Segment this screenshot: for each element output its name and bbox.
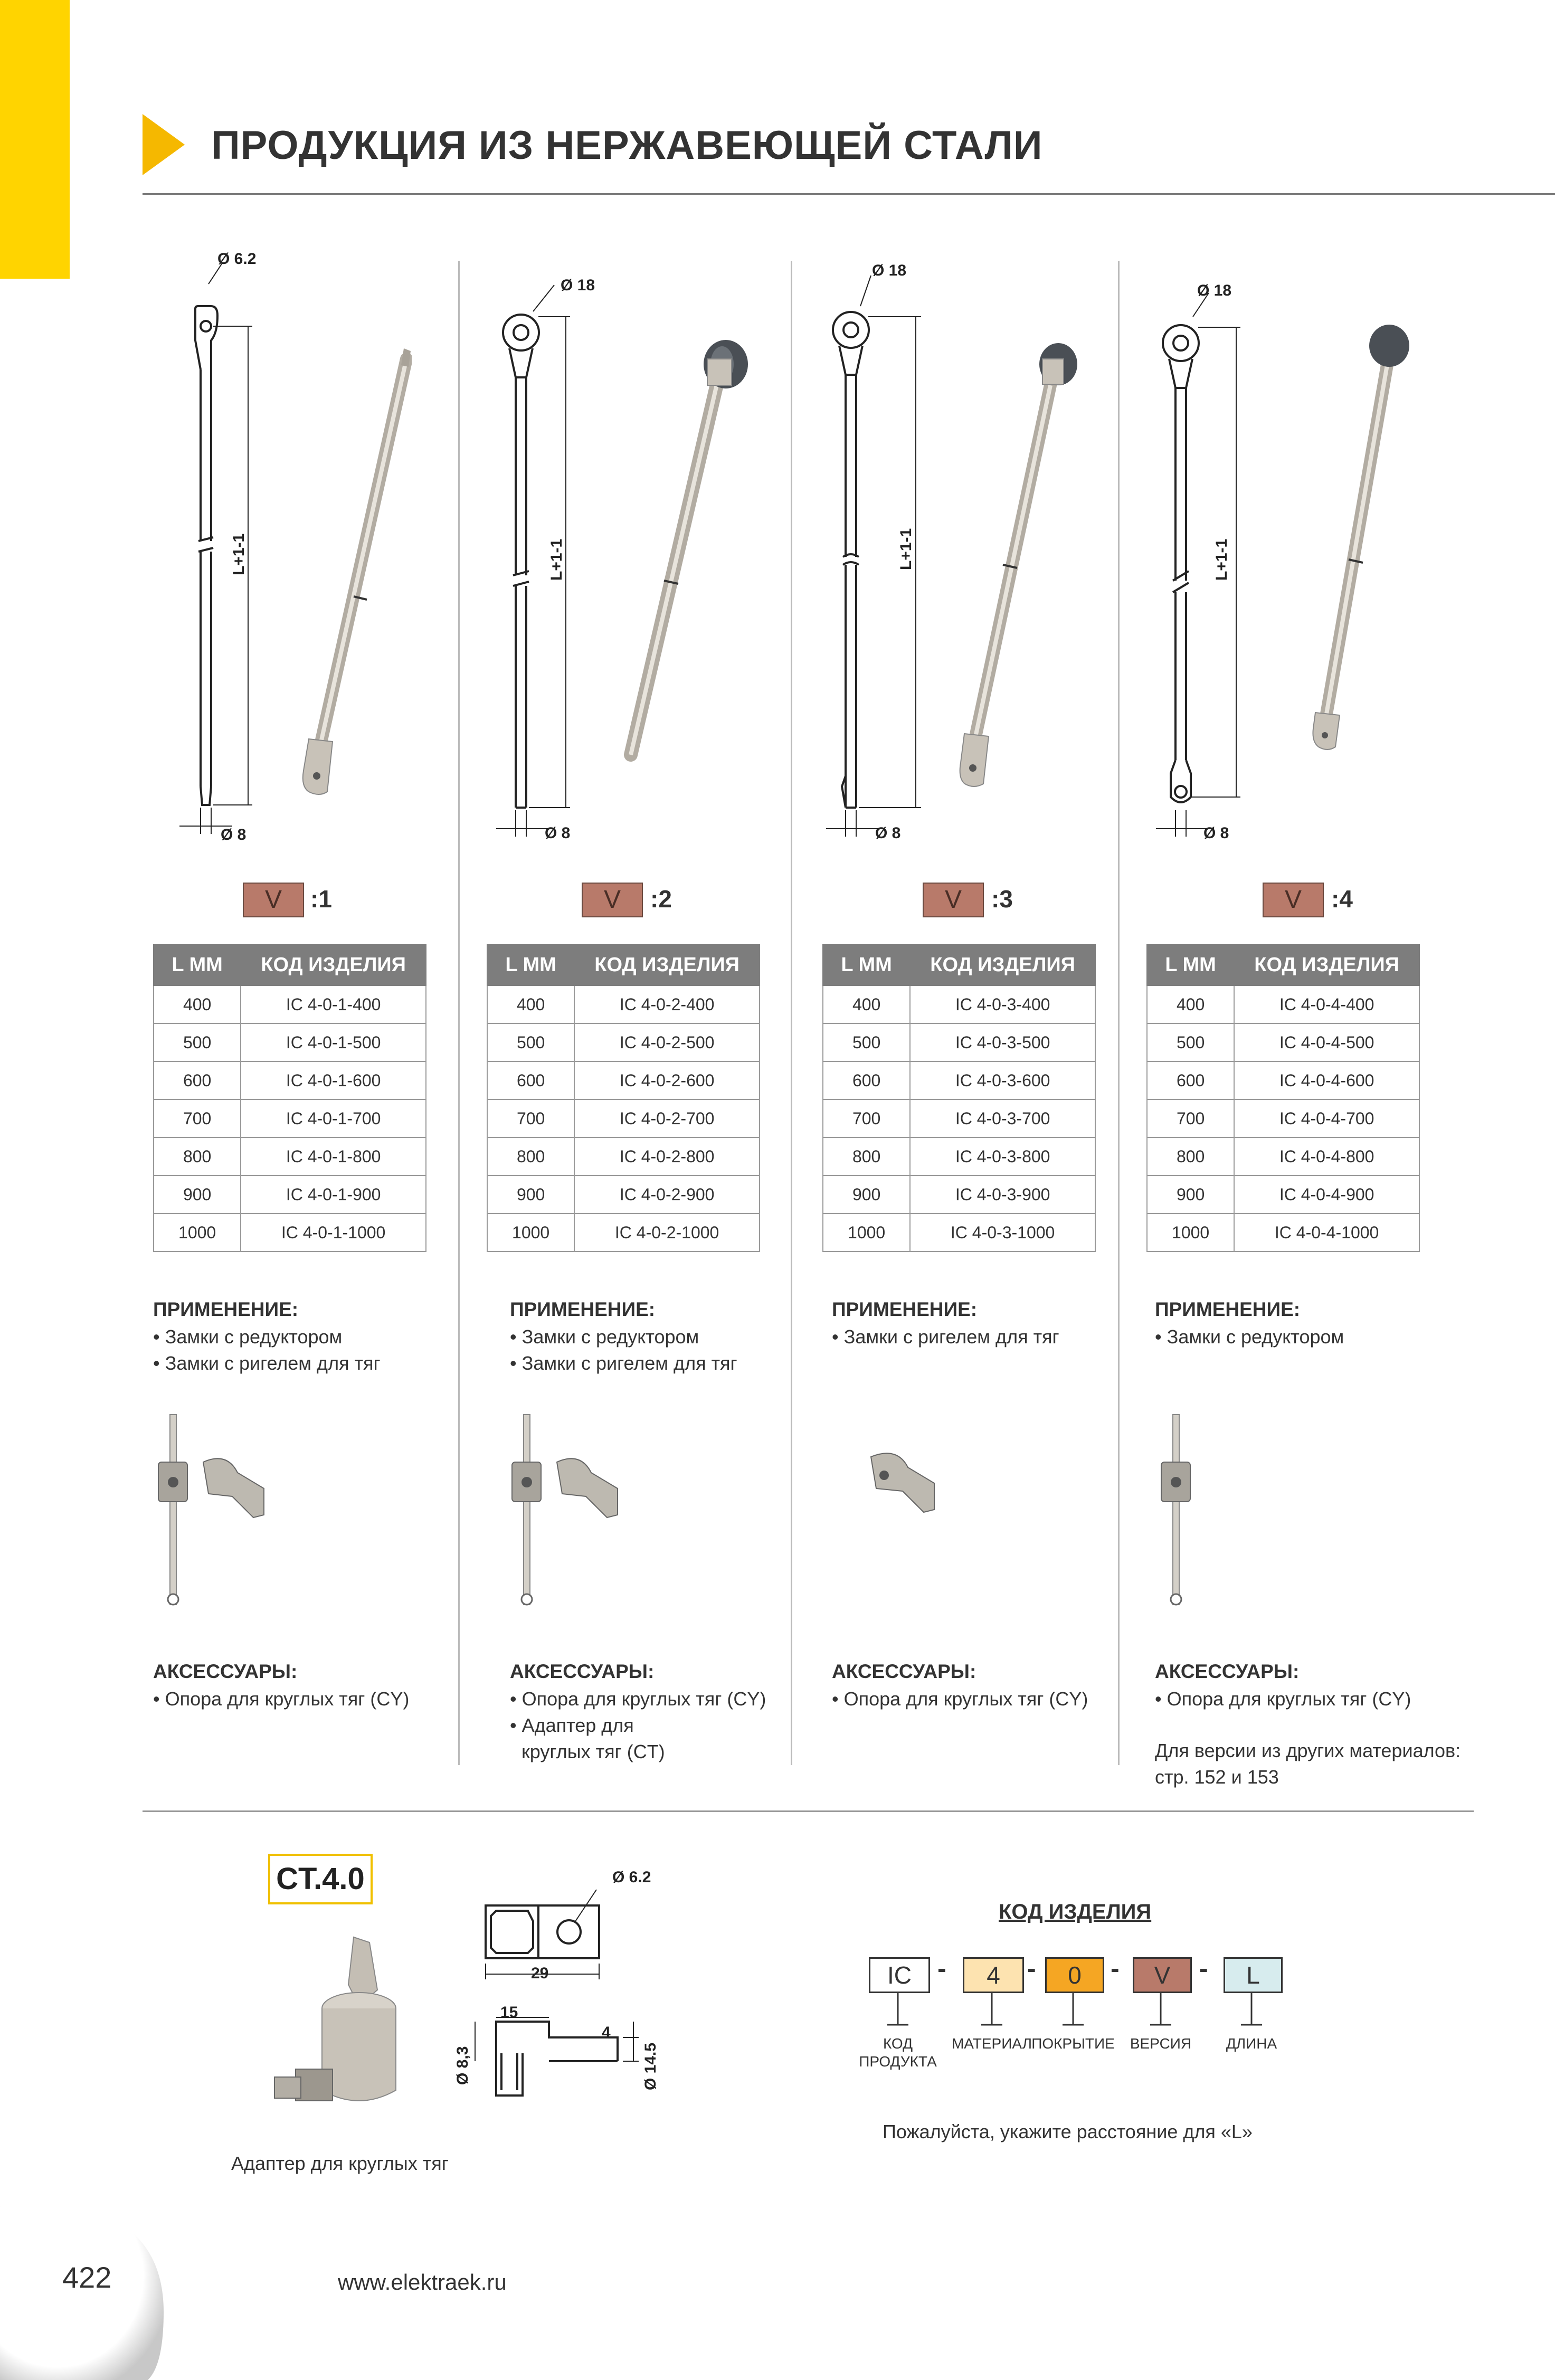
cell-length: 700: [823, 1099, 910, 1137]
column-header-length: L MM: [487, 944, 574, 985]
application-title: ПРИМЕНЕНИЕ:: [832, 1298, 978, 1320]
table-row: [154, 1023, 426, 1061]
cell-code: IC 4-0-3-900: [910, 1175, 1095, 1213]
dim-dia-small: Ø 6.2: [217, 250, 257, 268]
cell-length: 700: [1147, 1099, 1234, 1137]
code-separator: -: [1027, 1954, 1036, 1983]
page-title: ПРОДУКЦИЯ ИЗ НЕРЖАВЕЮЩЕЙ СТАЛИ: [211, 123, 1043, 168]
cell-length: 1000: [154, 1213, 241, 1251]
accent-bar: [0, 0, 70, 279]
cell-code: IC 4-0-2-500: [574, 1023, 760, 1061]
column-divider: [458, 261, 460, 1765]
table-row: [1147, 1061, 1419, 1099]
version-scale: :3: [991, 885, 1013, 913]
code-part-length: L: [1224, 1957, 1283, 1993]
table-row: [487, 1099, 760, 1137]
table-row: [487, 1061, 760, 1099]
cell-length: 500: [154, 1023, 241, 1061]
version-scale: :4: [1331, 885, 1353, 913]
table-row: [487, 1137, 760, 1175]
dim-dia-rod: Ø 8: [875, 824, 901, 842]
column-header-code: КОД ИЗДЕЛИЯ: [241, 944, 426, 985]
cell-code: IC 4-0-4-500: [1234, 1023, 1419, 1061]
column-header-length: L MM: [154, 944, 241, 985]
dim-dia-large: Ø 18: [561, 277, 595, 294]
cell-length: 400: [487, 985, 574, 1023]
accessory-item: • Адаптер для: [510, 1714, 634, 1736]
column-divider: [1118, 261, 1120, 1765]
application-title: ПРИМЕНЕНИЕ:: [510, 1298, 656, 1320]
cell-code: IC 4-0-1-900: [241, 1175, 426, 1213]
cell-length: 800: [487, 1137, 574, 1175]
table-row: [823, 985, 1095, 1023]
product-table-1: [153, 944, 426, 1252]
table-row: [1147, 1213, 1419, 1251]
column-divider: [791, 261, 792, 1765]
column-header-code: КОД ИЗДЕЛИЯ: [1234, 944, 1419, 985]
dim-dia-rod: Ø 8: [545, 824, 571, 842]
cell-code: IC 4-0-3-700: [910, 1099, 1095, 1137]
table-header-row: [487, 944, 760, 985]
code-label-material: МАТЕРИАЛ: [951, 2035, 1032, 2052]
product-table-4: [1146, 944, 1420, 1252]
code-part-product: IC: [869, 1957, 930, 1993]
version-scale: :1: [310, 885, 332, 913]
adapter-caption: Адаптер для круглых тяг: [231, 2153, 449, 2174]
accessory-item: • Опора для круглых тяг (CY): [832, 1688, 1088, 1710]
adapter-code-badge: CT.4.0: [268, 1854, 373, 1904]
code-label-coating: ПОКРЫТИЕ: [1031, 2035, 1115, 2052]
cell-code: IC 4-0-1-600: [241, 1061, 426, 1099]
cell-code: IC 4-0-3-1000: [910, 1213, 1095, 1251]
accessories-title: АКСЕССУАРЫ:: [510, 1661, 655, 1682]
application-item: • Замки с ригелем для тяг: [832, 1326, 1059, 1348]
table-row: [823, 1061, 1095, 1099]
cell-length: 600: [1147, 1061, 1234, 1099]
cell-length: 900: [823, 1175, 910, 1213]
version-badge: V: [582, 883, 643, 917]
application-item: • Замки с редуктором: [510, 1326, 699, 1348]
table-header-row: [823, 944, 1095, 985]
version-badge: V: [1263, 883, 1324, 917]
code-part-material: 4: [963, 1957, 1024, 1993]
adapter-dim-width: 29: [531, 1965, 549, 1982]
cell-length: 400: [823, 985, 910, 1023]
accessory-item: круглых тяг (CT): [522, 1741, 665, 1762]
application-item: • Замки с ригелем для тяг: [510, 1352, 737, 1374]
cell-code: IC 4-0-4-600: [1234, 1061, 1419, 1099]
adapter-dim-4: 4: [602, 2024, 611, 2041]
table-row: [154, 1137, 426, 1175]
table-row: [487, 1213, 760, 1251]
version-badge: V: [243, 883, 304, 917]
rod-drawing-4: [1145, 264, 1409, 850]
title-arrow-icon: [143, 114, 185, 175]
rod-render-3: [960, 343, 1077, 786]
dim-length: L+1-1: [1213, 538, 1230, 581]
product-table-3: [822, 944, 1096, 1252]
cell-code: IC 4-0-2-600: [574, 1061, 760, 1099]
code-separator: -: [937, 1954, 946, 1983]
column-header-code: КОД ИЗДЕЛИЯ: [910, 944, 1095, 985]
section-divider: [143, 1810, 1474, 1812]
cell-code: IC 4-0-2-700: [574, 1099, 760, 1137]
table-row: [1147, 985, 1419, 1023]
cell-code: IC 4-0-3-800: [910, 1137, 1095, 1175]
cell-length: 800: [154, 1137, 241, 1175]
lock-image: [860, 1446, 945, 1531]
cell-length: 600: [487, 1061, 574, 1099]
adapter-image: [264, 1932, 422, 2127]
dim-dia-rod: Ø 8: [221, 826, 246, 843]
cell-code: IC 4-0-2-1000: [574, 1213, 760, 1251]
column-header-code: КОД ИЗДЕЛИЯ: [574, 944, 760, 985]
other-materials-note: Для версии из других материалов:: [1155, 1740, 1461, 1761]
cell-length: 1000: [1147, 1213, 1234, 1251]
accessory-item: • Опора для круглых тяг (CY): [153, 1688, 410, 1710]
product-code-title: КОД ИЗДЕЛИЯ: [999, 1900, 1152, 1923]
cell-length: 600: [154, 1061, 241, 1099]
accessory-item: • Опора для круглых тяг (CY): [510, 1688, 766, 1710]
cell-code: IC 4-0-4-1000: [1234, 1213, 1419, 1251]
page-number: 422: [62, 2261, 112, 2294]
lock-image: [507, 1404, 633, 1615]
cell-length: 400: [154, 985, 241, 1023]
cell-code: IC 4-0-1-700: [241, 1099, 426, 1137]
table-row: [487, 985, 760, 1023]
rod-render-1: [303, 348, 411, 794]
code-label-product: КОД: [883, 2035, 913, 2052]
cell-length: 900: [487, 1175, 574, 1213]
version-scale: :2: [650, 885, 672, 913]
table-row: [1147, 1099, 1419, 1137]
lock-image: [1156, 1404, 1219, 1615]
table-row: [1147, 1137, 1419, 1175]
adapter-drawing: [454, 1879, 665, 2127]
adapter-dim-dia: Ø 6.2: [612, 1869, 651, 1886]
table-header-row: [154, 944, 426, 985]
other-materials-pages: стр. 152 и 153: [1155, 1766, 1279, 1788]
cell-length: 500: [487, 1023, 574, 1061]
table-row: [154, 1175, 426, 1213]
code-separator: -: [1199, 1954, 1208, 1983]
cell-code: IC 4-0-2-800: [574, 1137, 760, 1175]
cell-length: 400: [1147, 985, 1234, 1023]
dim-length: L+1-1: [230, 533, 248, 575]
cell-length: 1000: [487, 1213, 574, 1251]
application-title: ПРИМЕНЕНИЕ:: [1155, 1298, 1301, 1320]
rod-render-2: [631, 340, 748, 755]
cell-code: IC 4-0-3-400: [910, 985, 1095, 1023]
table-row: [154, 1099, 426, 1137]
application-item: • Замки с ригелем для тяг: [153, 1352, 381, 1374]
length-note: Пожалуйста, укажите расстояние для «L»: [883, 2121, 1253, 2142]
dim-length: L+1-1: [897, 528, 915, 570]
column-header-length: L MM: [823, 944, 910, 985]
table-row: [154, 985, 426, 1023]
cell-length: 600: [823, 1061, 910, 1099]
accessories-title: АКСЕССУАРЫ:: [153, 1661, 298, 1682]
cell-length: 900: [1147, 1175, 1234, 1213]
adapter-dim-83: Ø 8,3: [454, 2046, 471, 2085]
code-part-coating: 0: [1045, 1957, 1104, 1993]
rod-drawing-3: [816, 264, 1079, 850]
application-title: ПРИМЕНЕНИЕ:: [153, 1298, 299, 1320]
code-part-version: V: [1133, 1957, 1192, 1993]
adapter-dim-15: 15: [500, 2004, 518, 2021]
accessory-item: • Опора для круглых тяг (CY): [1155, 1688, 1411, 1710]
code-separator: -: [1111, 1954, 1120, 1983]
rod-drawing-1: [158, 248, 412, 850]
cell-code: IC 4-0-1-800: [241, 1137, 426, 1175]
dim-dia-large: Ø 18: [1197, 282, 1232, 299]
table-header-row: [1147, 944, 1419, 985]
accessories-title: АКСЕССУАРЫ:: [832, 1661, 976, 1682]
cell-length: 500: [823, 1023, 910, 1061]
table-row: [823, 1175, 1095, 1213]
product-table-2: [487, 944, 760, 1252]
lock-image: [153, 1404, 280, 1615]
cell-code: IC 4-0-2-900: [574, 1175, 760, 1213]
table-row: [487, 1023, 760, 1061]
cell-length: 700: [487, 1099, 574, 1137]
cell-code: IC 4-0-1-500: [241, 1023, 426, 1061]
cell-code: IC 4-0-4-900: [1234, 1175, 1419, 1213]
dim-dia-rod: Ø 8: [1203, 824, 1229, 842]
table-row: [487, 1175, 760, 1213]
table-row: [823, 1099, 1095, 1137]
cell-length: 700: [154, 1099, 241, 1137]
table-row: [154, 1061, 426, 1099]
table-row: [823, 1137, 1095, 1175]
table-row: [154, 1213, 426, 1251]
adapter-dim-145: Ø 14.5: [642, 2042, 659, 2090]
dim-length: L+1-1: [548, 538, 565, 581]
website-link[interactable]: www.elektraek.ru: [338, 2270, 507, 2294]
cell-length: 1000: [823, 1213, 910, 1251]
cell-code: IC 4-0-4-400: [1234, 985, 1419, 1023]
cell-code: IC 4-0-4-800: [1234, 1137, 1419, 1175]
column-header-length: L MM: [1147, 944, 1234, 985]
application-item: • Замки с редуктором: [153, 1326, 343, 1348]
code-label-product-2: ПРОДУКТА: [859, 2053, 937, 2070]
table-row: [1147, 1175, 1419, 1213]
application-item: • Замки с редуктором: [1155, 1326, 1344, 1348]
table-row: [823, 1023, 1095, 1061]
code-label-version: ВЕРСИЯ: [1130, 2035, 1192, 2052]
header-divider: [143, 193, 1555, 195]
rod-render-4: [1313, 325, 1409, 750]
cell-length: 800: [1147, 1137, 1234, 1175]
cell-length: 500: [1147, 1023, 1234, 1061]
cell-code: IC 4-0-2-400: [574, 985, 760, 1023]
table-row: [823, 1213, 1095, 1251]
cell-code: IC 4-0-1-1000: [241, 1213, 426, 1251]
cell-code: IC 4-0-3-600: [910, 1061, 1095, 1099]
dim-dia-large: Ø 18: [872, 262, 907, 279]
table-row: [1147, 1023, 1419, 1061]
code-label-length: ДЛИНА: [1226, 2035, 1277, 2052]
cell-length: 900: [154, 1175, 241, 1213]
version-badge: V: [923, 883, 984, 917]
cell-code: IC 4-0-4-700: [1234, 1099, 1419, 1137]
accessories-title: АКСЕССУАРЫ:: [1155, 1661, 1300, 1682]
cell-code: IC 4-0-1-400: [241, 985, 426, 1023]
cell-code: IC 4-0-3-500: [910, 1023, 1095, 1061]
rod-drawing-2: [486, 264, 750, 850]
cell-length: 800: [823, 1137, 910, 1175]
code-connectors: [866, 1993, 1288, 2030]
